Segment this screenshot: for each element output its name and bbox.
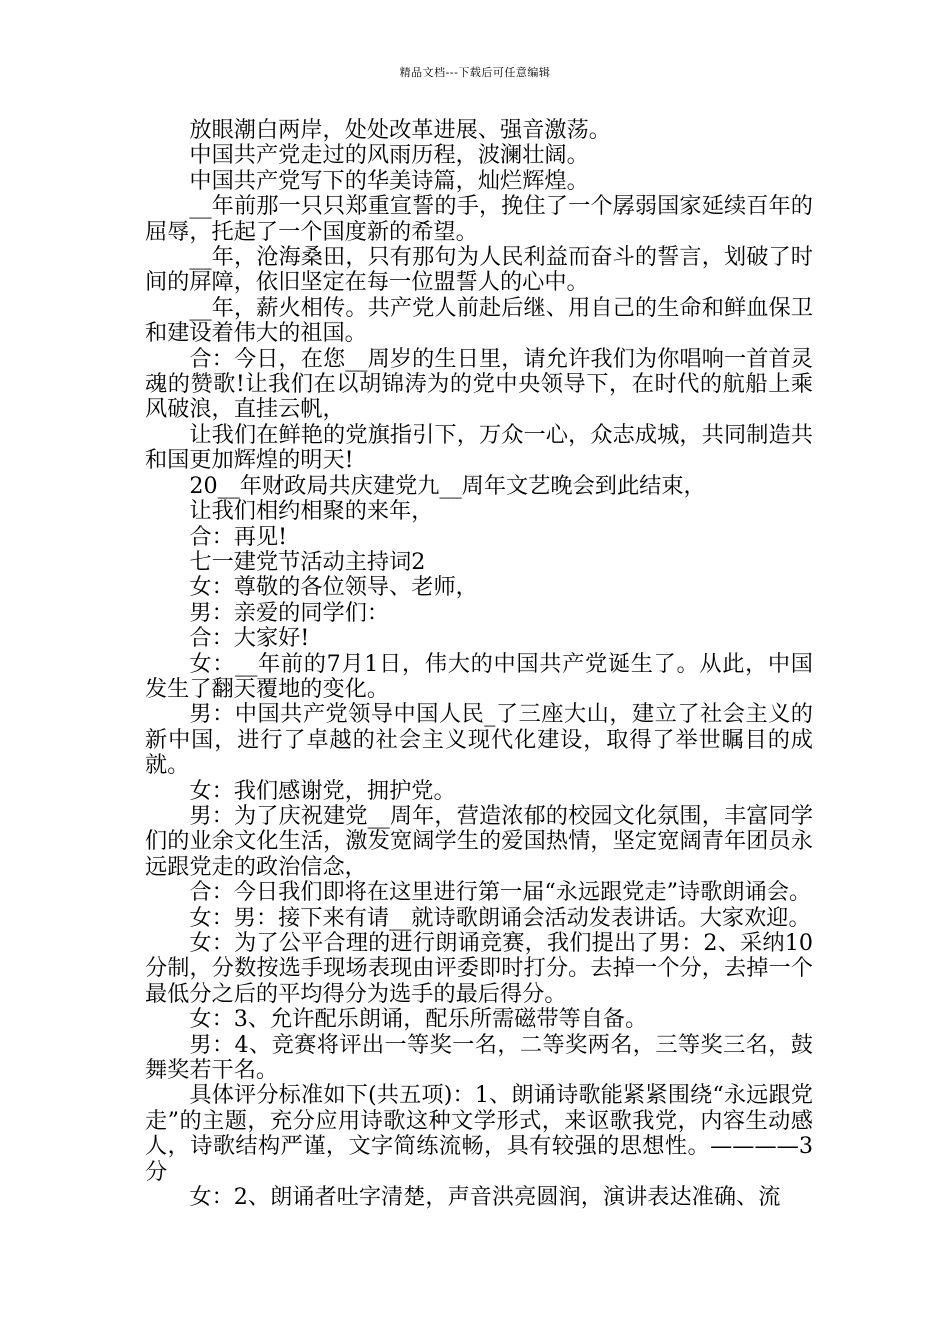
paragraph: 合：今日，在您__周岁的生日里，请允许我们为你唱响一首首灵魂的赞歌!让我们在以胡锦涛为的党中央领导下，在时代的航船上乘风破浪，直挂云帆， bbox=[145, 345, 813, 423]
paragraph: 男：中国共产党领导中国人民_了三座大山，建立了社会主义的新中国，进行了卓越的社会主义现代化建设，取得了举世瞩目的成就。 bbox=[145, 701, 813, 779]
paragraph: 中国共产党写下的华美诗篇，灿烂辉煌。 bbox=[189, 167, 589, 194]
paragraph: 中国共产党走过的风雨历程，波澜壮阔。 bbox=[189, 142, 589, 169]
paragraph: 女：男：接下来有请__就诗歌朗诵会活动发表讲话。大家欢迎。 bbox=[189, 904, 811, 931]
paragraph: 合：再见! bbox=[189, 523, 288, 550]
paragraph: 女：3、允许配乐朗诵，配乐所需磁带等自备。 bbox=[189, 1006, 648, 1033]
paragraph: 具体评分标准如下(共五项)：1、朗诵诗歌能紧紧围绕“永远跟党走”的主题，充分应用诗歌这种文学形式，来讴歌我党，内容生动感人，诗歌结构严谨，文字简练流畅，具有较强的思想性。————3分 bbox=[145, 1082, 813, 1185]
paragraph: 让我们相约相聚的来年， bbox=[189, 498, 434, 525]
page-header: 精品文档---下载后可任意编辑 bbox=[399, 66, 551, 79]
paragraph: __年，沧海桑田，只有那句为人民利益而奋斗的誓言，划破了时间的屏障，依旧坚定在每一位盟誓人的心中。 bbox=[145, 244, 813, 296]
paragraph: 20__年财政局共庆建党九__周年文艺晚会到此结束， bbox=[189, 472, 706, 499]
paragraph: 合：今日我们即将在这里进行第一届“永远跟党走”诗歌朗诵会。 bbox=[189, 879, 812, 906]
paragraph: 男：为了庆祝建党__周年，营造浓郁的校园文化氛围，丰富同学们的业余文化生活，激发宽阔学生的爱国热情，坚定宽阔青年团员永远跟党走的政治信念， bbox=[145, 802, 813, 880]
document-body bbox=[145, 118, 813, 1210]
paragraph: 让我们在鲜艳的党旗指引下，万众一心，众志成城，共同制造共和国更加辉煌的明天! bbox=[145, 421, 813, 474]
paragraph: 女：2、朗诵者吐字清楚，声音洪亮圆润，演讲表达准确、流 bbox=[189, 1184, 781, 1211]
paragraph: 合：大家好! bbox=[189, 625, 310, 652]
paragraph: __年，薪火相传。共产党人前赴后继、用自己的生命和鲜血保卫和建设着伟大的祖国。 bbox=[145, 294, 813, 347]
section-title: 七一建党节活动主持词2 bbox=[189, 548, 426, 575]
paragraph: __年前那一只只郑重宣誓的手，挽住了一个孱弱国家延续百年的屈辱，托起了一个国度新的希望。 bbox=[145, 193, 813, 245]
paragraph: 放眼潮白两岸，处处改革进展、强音激荡。 bbox=[189, 117, 611, 143]
paragraph: 男：亲爱的同学们： bbox=[189, 599, 390, 626]
paragraph: 男：4、竞赛将评出一等奖一名，二等奖两名，三等奖三名，鼓舞奖若干名。 bbox=[145, 1031, 813, 1084]
paragraph: 女：为了公平合理的进行朗诵竞赛，我们提出了男：2、采纳10分制，分数按选手现场表现由评委即时打分。去掉一个分，去掉一个最低分之后的平均得分为选手的最后得分。 bbox=[145, 930, 813, 1007]
paragraph: 女：__年前的7月1日，伟大的中国共产党诞生了。从此，中国发生了翻天覆地的变化。 bbox=[145, 650, 813, 702]
paragraph: 女：尊敬的各位领导、老师， bbox=[189, 574, 478, 601]
paragraph: 女：我们感谢党，拥护党。 bbox=[189, 777, 456, 804]
